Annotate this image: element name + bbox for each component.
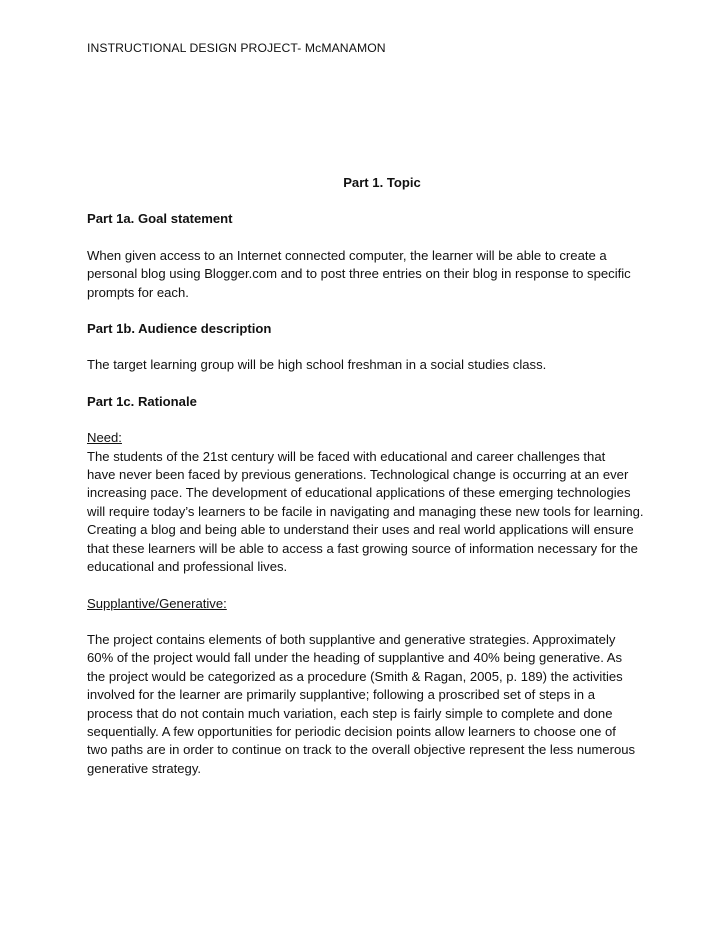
rationale-heading: Part 1c. Rationale [87,393,197,409]
paragraph-line: the project would be categorized as a procedure (Smith & Ragan, 2005, p. 189) the activities [87,668,623,684]
document-body [87,174,667,796]
paragraph-line: process that do not contain much variation, each step is fairly simple to complete and done [87,705,613,721]
goal-statement-heading: Part 1a. Goal statement [87,211,233,227]
supplantive-generative-paragraph [87,631,667,778]
goal-statement-paragraph [87,247,667,302]
supplantive-generative-label-block [87,595,667,613]
audience-description-heading: Part 1b. Audience description [87,321,272,337]
need-subheading: Need: [87,430,122,446]
paragraph-line: The project contains elements of both supplantive and generative strategies. Approximately [87,631,616,647]
supplantive-generative-subheading: Supplantive/Generative: [87,595,227,611]
paragraph-line: involved for the learner are primarily supplantive; following a proscribed set of steps in a [87,687,596,703]
paragraph-line: that these learners will be able to access a fast growing source of information necessary for the [87,540,638,556]
audience-description-paragraph [87,356,667,374]
paragraph-line: generative strategy. [87,760,202,776]
need-block [87,429,667,576]
paragraph-line: increasing pace. The development of educational applications of these emerging technologies [87,485,631,501]
paragraph-line: two paths are in order to continue on track to the overall objective represent the less numerous [87,742,636,758]
paragraph-line: prompts for each. [87,284,189,300]
paragraph-line: 60% of the project would fall under the heading of supplantive and 40% being generative. As [87,650,623,666]
paragraph-line: educational and professional lives. [87,559,288,575]
paragraph-line: The students of the 21st century will be faced with educational and career challenges that [87,448,606,464]
paragraph-line: sequentially. A few opportunities for periodic decision points allow learners to choose one of [87,723,616,739]
paragraph-line: personal blog using Blogger.com and to post three entries on their blog in response to specific [87,266,631,282]
paragraph-line: have never been faced by previous generations. Technological change is occurring at an ever [87,467,629,483]
paragraph-line: will require today’s learners to be facile in navigating and managing these new tools for learning. [87,503,644,519]
paragraph-line: The target learning group will be high school freshman in a social studies class. [87,357,547,373]
running-header: INSTRUCTIONAL DESIGN PROJECT- McMANAMON [87,41,386,55]
paragraph-line: Creating a blog and being able to understand their uses and real world applications will ensure [87,522,634,538]
paragraph-line: When given access to an Internet connected computer, the learner will be able to create a [87,247,607,263]
need-paragraph [87,448,667,577]
page-title: Part 1. Topic [343,175,421,190]
